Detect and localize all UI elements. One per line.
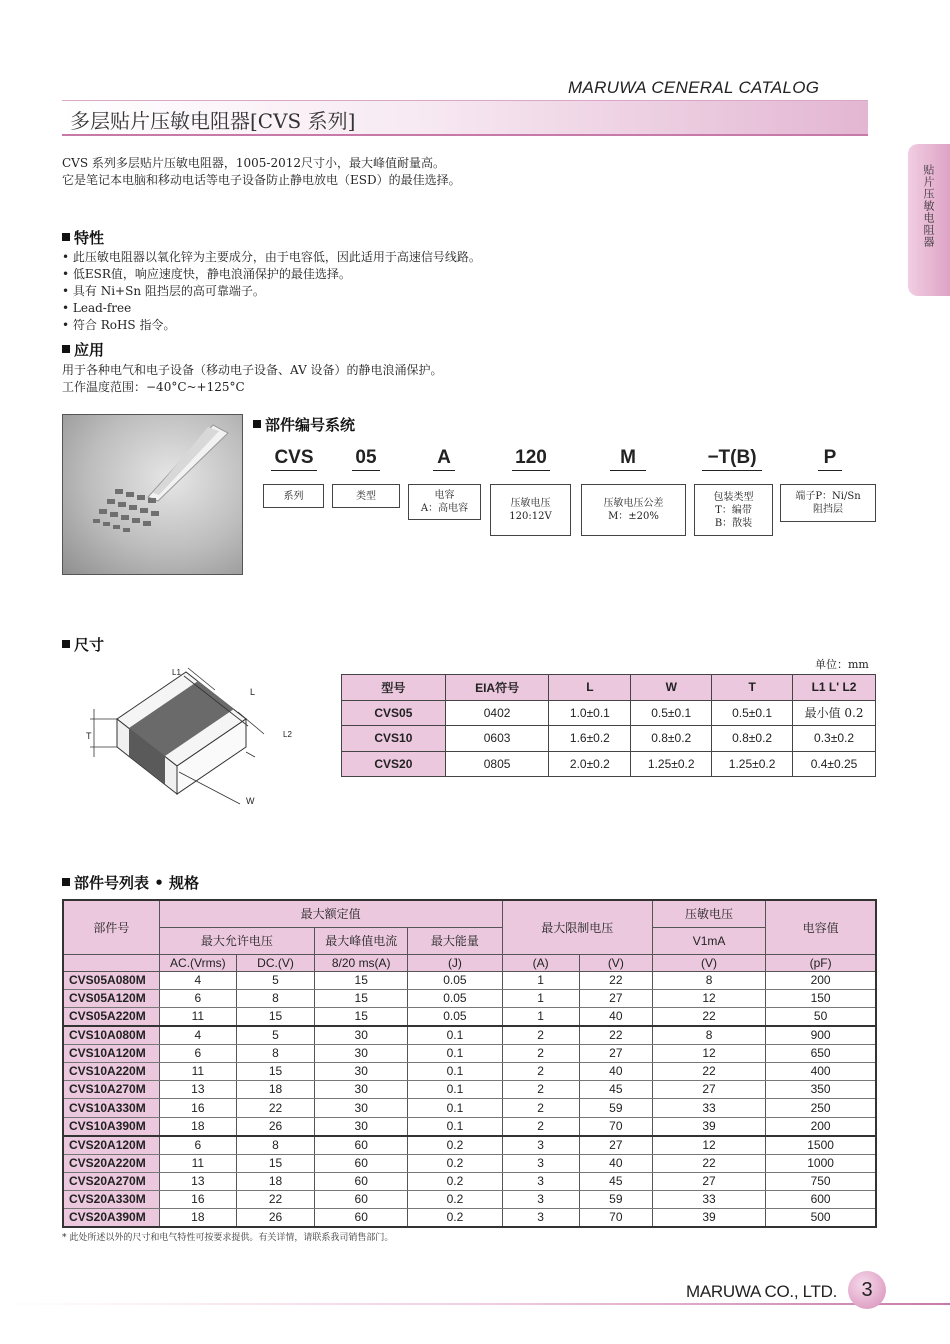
- th-max-rating: 最大额定值: [159, 900, 502, 927]
- table-row: [63, 1209, 876, 1228]
- table-cell: 0.05: [408, 989, 502, 1007]
- table-cell: 16: [159, 1099, 236, 1117]
- box-packaging-label: 包装类型: [713, 491, 754, 503]
- cell: 最小值 0.2: [793, 700, 876, 726]
- cell: 0805: [445, 751, 549, 777]
- dim-label-w: W: [246, 796, 255, 806]
- table-cell: 3: [502, 1191, 579, 1209]
- th-pulse: 8/20 ms(A): [315, 954, 408, 971]
- code-voltage: 120: [512, 447, 550, 471]
- table-cell: 8: [236, 1136, 314, 1155]
- th-peak-current: 最大峰值电流: [315, 927, 408, 954]
- table-cell: 11: [159, 1007, 236, 1026]
- dimensions-table: [341, 674, 876, 777]
- cell: CVS10: [342, 726, 446, 752]
- table-cell: 60: [315, 1172, 408, 1190]
- box-packaging-tape: T：编带: [715, 504, 752, 516]
- table-cell: 15: [236, 1154, 314, 1172]
- table-cell: 59: [579, 1191, 652, 1209]
- table-row: [63, 1191, 876, 1209]
- table-cell: 3: [502, 1154, 579, 1172]
- table-cell: 40: [579, 1007, 652, 1026]
- table-cell: 350: [766, 1081, 876, 1099]
- spec-heading: [62, 872, 199, 893]
- part-number-cell: CVS10A270M: [63, 1081, 159, 1099]
- box-packaging: [694, 484, 773, 536]
- table-cell: 0.1: [408, 1099, 502, 1117]
- table-cell: 0.1: [408, 1117, 502, 1136]
- table-cell: 2: [502, 1026, 579, 1045]
- table-cell: 1: [502, 1007, 579, 1026]
- table-cell: 26: [236, 1209, 314, 1228]
- cell: 2.0±0.2: [549, 751, 631, 777]
- table-cell: 3: [502, 1172, 579, 1190]
- title-bar: [62, 100, 868, 136]
- table-cell: 40: [579, 1063, 652, 1081]
- th-part-no: 部件号: [63, 900, 159, 954]
- table-cell: 250: [766, 1099, 876, 1117]
- part-number-cell: CVS20A220M: [63, 1154, 159, 1172]
- intro-line-2: 它是笔记本电脑和移动电话等电子设备防止静电放电（ESD）的最佳选择。: [62, 173, 461, 187]
- col-l1-l2: L1 L' L2: [793, 675, 876, 701]
- application-text: [62, 362, 443, 396]
- table-cell: 70: [579, 1209, 652, 1228]
- table-cell: 200: [766, 1117, 876, 1136]
- table-cell: 8: [236, 1044, 314, 1062]
- cell: 0603: [445, 726, 549, 752]
- table-row: [342, 726, 876, 752]
- cell: 0.3±0.2: [793, 726, 876, 752]
- part-number-cell: CVS05A080M: [63, 971, 159, 989]
- feature-item: • 具有 Ni+Sn 阻挡层的高可靠端子。: [62, 284, 265, 298]
- table-cell: 30: [315, 1081, 408, 1099]
- footer-company: MARUWA CO., LTD.: [686, 1282, 838, 1301]
- dimensions-header-row: [342, 675, 876, 701]
- dimensions-heading: [62, 634, 104, 655]
- footer-rule: [0, 1303, 950, 1305]
- code-tolerance: M: [610, 447, 646, 471]
- cell: 0.4±0.25: [793, 751, 876, 777]
- cell: 1.6±0.2: [549, 726, 631, 752]
- box-series-label: 系列: [283, 490, 304, 502]
- spec-header-row-2: [63, 927, 876, 954]
- spec-header-row-3: [63, 954, 876, 971]
- table-row: [63, 1081, 876, 1099]
- box-tolerance-value: M：±20%: [608, 511, 659, 522]
- table-row: [342, 700, 876, 726]
- table-cell: 13: [159, 1081, 236, 1099]
- dimensions-heading-text: 尺寸: [74, 636, 105, 654]
- table-cell: 0.05: [408, 971, 502, 989]
- feature-item: • 符合 RoHS 指令。: [62, 318, 176, 332]
- table-cell: 39: [652, 1209, 765, 1228]
- cell: 0.5±0.1: [712, 700, 793, 726]
- table-cell: 4: [159, 1026, 236, 1045]
- table-row: [63, 1117, 876, 1136]
- part-number-cell: CVS10A330M: [63, 1099, 159, 1117]
- table-cell: 1500: [766, 1136, 876, 1155]
- table-cell: 0.2: [408, 1136, 502, 1155]
- part-number-cell: CVS10A390M: [63, 1117, 159, 1136]
- code-packaging: −T(B): [702, 447, 762, 471]
- table-cell: 27: [579, 989, 652, 1007]
- box-capacitance-label: 电容: [434, 490, 455, 501]
- table-cell: 30: [315, 1026, 408, 1045]
- col-eia: EIA符号: [445, 675, 549, 701]
- table-cell: 12: [652, 1044, 765, 1062]
- box-series: [263, 484, 324, 508]
- table-cell: 15: [236, 1007, 314, 1026]
- th-vv: (V): [652, 954, 765, 971]
- table-cell: 12: [652, 1136, 765, 1155]
- table-row: [63, 1063, 876, 1081]
- table-cell: 22: [236, 1099, 314, 1117]
- table-cell: 2: [502, 1044, 579, 1062]
- th-max-energy: 最大能量: [408, 927, 502, 954]
- table-row: [63, 1007, 876, 1026]
- th-pf: (pF): [766, 954, 876, 971]
- features-list: [62, 249, 481, 334]
- code-capacitance: A: [433, 447, 455, 471]
- feature-item: • 低ESR值，响应速度快，静电浪涌保护的最佳选择。: [62, 267, 351, 281]
- catalog-header: MARUWA CENERAL CATALOG: [568, 78, 820, 97]
- table-cell: 1: [502, 989, 579, 1007]
- th-v1ma: V1mA: [652, 927, 765, 954]
- box-tolerance-label: 压敏电压公差: [603, 498, 664, 509]
- col-t: T: [712, 675, 793, 701]
- box-type: [332, 484, 400, 508]
- cell: CVS05: [342, 700, 446, 726]
- application-line-2: 工作温度范围：−40°C~+125°C: [62, 380, 245, 394]
- code-type: 05: [352, 447, 380, 471]
- table-cell: 0.1: [408, 1081, 502, 1099]
- table-cell: 18: [159, 1117, 236, 1136]
- col-w: W: [631, 675, 712, 701]
- feature-item: • 此压敏电阻器以氧化锌为主要成分，由于电容低，因此适用于高速信号线路。: [62, 250, 481, 264]
- th-varistor: 压敏电压: [652, 900, 765, 927]
- table-cell: 3: [502, 1209, 579, 1228]
- application-heading: [62, 339, 104, 360]
- box-terminal: [780, 484, 876, 522]
- page-title: 多层贴片压敏电阻器[CVS 系列]: [70, 109, 356, 133]
- table-cell: 2: [502, 1117, 579, 1136]
- col-l: L: [549, 675, 631, 701]
- table-cell: 59: [579, 1099, 652, 1117]
- square-bullet-icon: [62, 345, 70, 353]
- table-cell: 22: [652, 1007, 765, 1026]
- spec-table: [62, 899, 877, 1228]
- table-cell: 5: [236, 1026, 314, 1045]
- th-dc: DC.(V): [236, 954, 314, 971]
- box-voltage-label: 压敏电压: [510, 498, 551, 509]
- table-cell: 0.2: [408, 1191, 502, 1209]
- table-cell: 11: [159, 1063, 236, 1081]
- table-cell: 15: [315, 1007, 408, 1026]
- table-cell: 11: [159, 1154, 236, 1172]
- box-voltage-value: 120:12V: [509, 511, 552, 522]
- table-cell: 18: [236, 1172, 314, 1190]
- cell: 1.0±0.1: [549, 700, 631, 726]
- table-cell: 22: [652, 1063, 765, 1081]
- chip-dimension-diagram: [80, 664, 300, 814]
- th-volt: (V): [579, 954, 652, 971]
- table-cell: 1000: [766, 1154, 876, 1172]
- application-heading-text: 应用: [74, 341, 105, 359]
- table-cell: 30: [315, 1063, 408, 1081]
- dim-label-l2: L2: [283, 730, 292, 739]
- table-cell: 2: [502, 1081, 579, 1099]
- code-series: CVS: [271, 447, 317, 471]
- table-cell: 0.2: [408, 1172, 502, 1190]
- table-cell: 45: [579, 1081, 652, 1099]
- table-cell: 33: [652, 1191, 765, 1209]
- table-cell: 50: [766, 1007, 876, 1026]
- table-cell: 22: [236, 1191, 314, 1209]
- col-model: 型号: [342, 675, 446, 701]
- part-number-cell: CVS20A120M: [63, 1136, 159, 1155]
- th-capacitance: 电容值: [766, 900, 876, 954]
- table-cell: 30: [315, 1099, 408, 1117]
- spec-header-row-1: [63, 900, 876, 927]
- table-row: [63, 1099, 876, 1117]
- code-terminal: P: [818, 447, 842, 471]
- table-cell: 18: [159, 1209, 236, 1228]
- side-tab-label: 贴片压敏电阻器: [922, 164, 935, 248]
- square-bullet-icon: [62, 640, 70, 648]
- table-cell: 900: [766, 1026, 876, 1045]
- box-tolerance: [581, 484, 686, 536]
- side-tab: [908, 144, 950, 296]
- table-cell: 27: [652, 1172, 765, 1190]
- cell: 0.8±0.2: [712, 726, 793, 752]
- table-cell: 27: [579, 1136, 652, 1155]
- table-cell: 2: [502, 1099, 579, 1117]
- footnote: * 此处所述以外的尺寸和电气特性可按要求提供。有关详情，请联系我司销售部门。: [62, 1233, 394, 1243]
- table-cell: 26: [236, 1117, 314, 1136]
- box-terminal-value: 阻挡层: [813, 504, 843, 515]
- box-type-label: 类型: [356, 490, 376, 502]
- square-bullet-icon: [62, 233, 70, 241]
- th-max-voltage: 最大允许电压: [159, 927, 314, 954]
- features-heading-text: 特性: [74, 229, 105, 247]
- table-cell: 600: [766, 1191, 876, 1209]
- table-cell: 15: [236, 1063, 314, 1081]
- table-cell: 5: [236, 971, 314, 989]
- feature-item: • Lead-free: [62, 301, 132, 315]
- table-cell: 15: [315, 989, 408, 1007]
- table-cell: 8: [236, 989, 314, 1007]
- application-line-1: 用于各种电气和电子设备（移动电子设备、AV 设备）的静电浪涌保护。: [62, 363, 443, 377]
- table-cell: 22: [652, 1154, 765, 1172]
- part-number-cell: CVS20A270M: [63, 1172, 159, 1190]
- cell: CVS20: [342, 751, 446, 777]
- th-empty: [63, 954, 159, 971]
- table-row: [63, 1154, 876, 1172]
- dim-label-l: L: [250, 687, 256, 697]
- table-cell: 30: [315, 1117, 408, 1136]
- table-row: [63, 1044, 876, 1062]
- table-cell: 16: [159, 1191, 236, 1209]
- box-packaging-bulk: B：散装: [714, 517, 753, 529]
- cell: 0402: [445, 700, 549, 726]
- table-cell: 6: [159, 989, 236, 1007]
- table-row: [63, 1026, 876, 1045]
- product-photo: [62, 414, 243, 575]
- th-joule: (J): [408, 954, 502, 971]
- box-voltage: [490, 484, 571, 536]
- th-clamp: 最大限制电压: [502, 900, 652, 954]
- table-cell: 8: [652, 1026, 765, 1045]
- th-ac: AC.(Vrms): [159, 954, 236, 971]
- table-cell: 0.1: [408, 1026, 502, 1045]
- table-cell: 0.1: [408, 1044, 502, 1062]
- table-cell: 3: [502, 1136, 579, 1155]
- table-row: [342, 751, 876, 777]
- table-cell: 15: [315, 971, 408, 989]
- table-cell: 4: [159, 971, 236, 989]
- box-terminal-label: 端子P：Ni/Sn: [795, 491, 861, 502]
- table-cell: 18: [236, 1081, 314, 1099]
- part-number-cell: CVS10A120M: [63, 1044, 159, 1062]
- table-cell: 12: [652, 989, 765, 1007]
- table-cell: 8: [652, 971, 765, 989]
- table-cell: 45: [579, 1172, 652, 1190]
- table-cell: 39: [652, 1117, 765, 1136]
- table-cell: 6: [159, 1136, 236, 1155]
- table-cell: 33: [652, 1099, 765, 1117]
- table-cell: 60: [315, 1209, 408, 1228]
- table-row: [63, 971, 876, 989]
- table-cell: 150: [766, 989, 876, 1007]
- cell: 0.8±0.2: [631, 726, 712, 752]
- table-row: [63, 1136, 876, 1155]
- dim-label-l1: L1: [172, 668, 181, 677]
- table-cell: 22: [579, 1026, 652, 1045]
- cell: 1.25±0.2: [712, 751, 793, 777]
- table-cell: 650: [766, 1044, 876, 1062]
- part-number-cell: CVS05A120M: [63, 989, 159, 1007]
- table-cell: 60: [315, 1136, 408, 1155]
- intro-text: [62, 155, 461, 189]
- dim-label-t: T: [86, 731, 92, 741]
- table-cell: 27: [652, 1081, 765, 1099]
- box-capacitance: [408, 484, 481, 520]
- table-cell: 22: [579, 971, 652, 989]
- table-cell: 0.05: [408, 1007, 502, 1026]
- table-row: [63, 1172, 876, 1190]
- table-cell: 200: [766, 971, 876, 989]
- features-heading: [62, 227, 104, 248]
- table-cell: 40: [579, 1154, 652, 1172]
- th-amp: (A): [502, 954, 579, 971]
- unit-label: 单位：mm: [815, 658, 869, 671]
- table-cell: 0.1: [408, 1063, 502, 1081]
- part-number-cell: CVS05A220M: [63, 1007, 159, 1026]
- spec-heading-text: 部件号列表 • 规格: [74, 874, 200, 892]
- part-number-system-heading-text: 部件编号系统: [265, 416, 356, 434]
- table-cell: 30: [315, 1044, 408, 1062]
- table-cell: 400: [766, 1063, 876, 1081]
- page-number: 3: [848, 1271, 886, 1309]
- cell: 1.25±0.2: [631, 751, 712, 777]
- table-row: [63, 989, 876, 1007]
- chips-with-tweezers-illustration: [63, 415, 243, 575]
- table-cell: 13: [159, 1172, 236, 1190]
- table-cell: 0.2: [408, 1154, 502, 1172]
- table-cell: 2: [502, 1063, 579, 1081]
- box-capacitance-value: A：高电容: [420, 503, 469, 514]
- table-cell: 60: [315, 1154, 408, 1172]
- cell: 0.5±0.1: [631, 700, 712, 726]
- part-number-cell: CVS10A220M: [63, 1063, 159, 1081]
- table-cell: 27: [579, 1044, 652, 1062]
- square-bullet-icon: [253, 420, 261, 428]
- table-cell: 6: [159, 1044, 236, 1062]
- table-cell: 70: [579, 1117, 652, 1136]
- table-cell: 0.2: [408, 1209, 502, 1228]
- part-number-system-heading: [253, 414, 355, 435]
- table-cell: 60: [315, 1191, 408, 1209]
- table-cell: 750: [766, 1172, 876, 1190]
- intro-line-1: CVS 系列多层贴片压敏电阻器，1005-2012尺寸小，最大峰值耐量高。: [62, 156, 446, 170]
- square-bullet-icon: [62, 878, 70, 886]
- part-number-cell: CVS20A330M: [63, 1191, 159, 1209]
- table-cell: 500: [766, 1209, 876, 1228]
- part-number-cell: CVS10A080M: [63, 1026, 159, 1045]
- table-cell: 1: [502, 971, 579, 989]
- part-number-cell: CVS20A390M: [63, 1209, 159, 1228]
- spec-body: [63, 971, 876, 1227]
